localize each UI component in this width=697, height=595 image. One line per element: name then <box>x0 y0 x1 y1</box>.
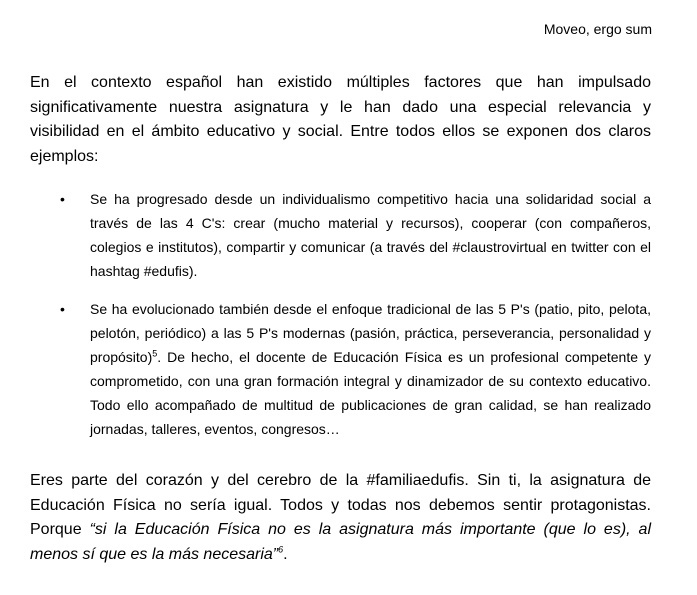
list-item <box>0 297 651 441</box>
intro-paragraph: En el contexto español han existido múltiples factores que han impulsado significativamente nuestra asignatura y le han dado una especial relevancia y visibilidad en el ámbito educativo y social. Entre todos ellos se exponen dos claros ejemplos: <box>30 74 651 165</box>
bullet-text: Se ha evolucionado también desde el enfoque tradicional de las 5 P's (patio, pito, pelota, pelotón, periódico) a las 5 P's modernas (pasión, práctica, perseverancia, personalidad y propósito) <box>90 301 651 365</box>
bullet-marker: • <box>60 191 65 207</box>
footnote-ref: 6 <box>278 544 284 555</box>
closing-text: Eres parte del corazón y del cerebro de la #familiaedufis. Sin ti, la asignatura de Educación Física no sería igual. Todos y todas nos debemos sentir protagonistas. Porque <box>30 472 651 539</box>
bullet-text-continued: . De hecho, el docente de Educación Física es un profesional competente y comprometido, con una gran formación integral y dinamizador de su contexto educativo. Todo ello acompañado de multitud de publicaciones de gran calidad, se han realizado jornadas, talleres, eventos, congresos… <box>90 349 651 437</box>
list-item <box>0 187 651 283</box>
closing-paragraph <box>30 469 651 567</box>
bullet-text: Se ha progresado desde un individualismo competitivo hacia una solidaridad social a través de las 4 C's: crear (mucho material y recursos), cooperar (con compañeros, colegios e institutos), compartir y comunicar (a través del #claustrovirtual en twitter con el hashtag #edufis). <box>90 191 651 279</box>
bullet-list <box>0 187 697 441</box>
bullet-marker: • <box>60 301 65 317</box>
closing-quote: “si la Educación Física no es la asignatura más importante (que lo es), al menos sí que es la más necesaria” <box>30 521 651 563</box>
running-header: Moveo, ergo sum <box>543 21 652 37</box>
footnote-ref: 5 <box>152 348 158 359</box>
closing-end: . <box>283 545 288 563</box>
